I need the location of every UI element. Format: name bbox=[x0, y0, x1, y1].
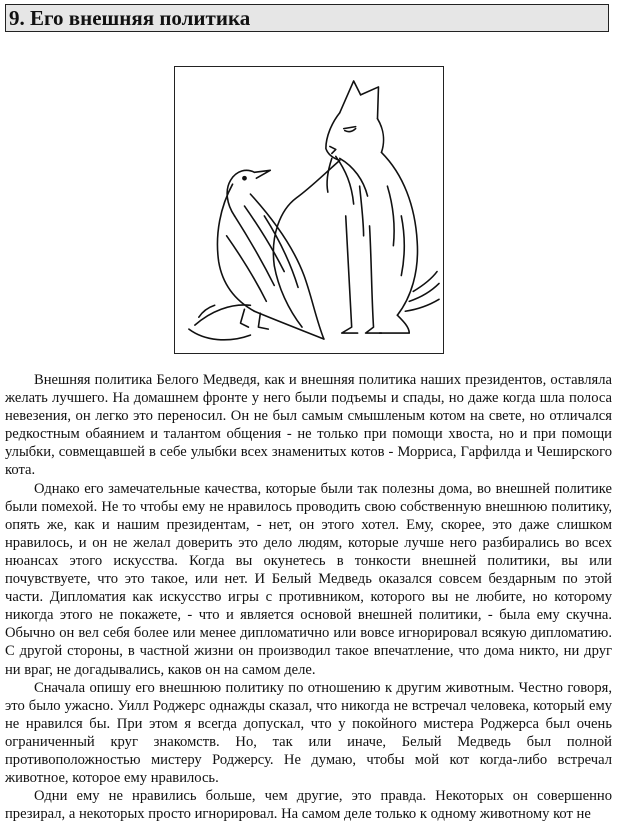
paragraph-3: Сначала опишу его внешнюю политику по отношению к другим животным. Честно говоря, это было ужасно. Уилл Роджерс однажды сказал, что никогда не встречал человека, который ему не нравился бы. При этом я всегда допускал, что у покойного мистера Роджерса был очень ограниченный круг знакомств. Но, так или иначе, Белый Медведь был полной противоположностью мистеру Роджерсу. Не думаю, чтобы мой кот когда-либо встречал животное, которое ему нравилось. bbox=[5, 679, 612, 787]
cat-and-crow-illustration-icon bbox=[175, 67, 443, 353]
paragraph-4: Одни ему не нравились больше, чем другие, это правда. Некоторых он совершенно презирал, а некоторых просто игнорировал. На самом деле только к одному животному кот не bbox=[5, 788, 612, 823]
chapter-text bbox=[5, 371, 612, 823]
paragraph-1: Внешняя политика Белого Медведя, как и внешняя политика наших президентов, оставляла желать лучшего. На домашнем фронте у него были подъемы и спады, но даже когда шла полоса невезения, он легко это переносил. Он не был самым смышленым котом на свете, но отличался редкостным обаянием и талантом общения - не только при помощи хвоста, но и при помощи улыбки, совмещавшей в себе улыбки всех знаменитых котов - Морриса, Гарфилда и Чеширского кота. bbox=[5, 372, 612, 479]
illustration-frame bbox=[174, 66, 444, 354]
chapter-title: 9. Его внешняя политика bbox=[5, 4, 609, 32]
paragraph-2: Однако его замечательные качества, которые были так полезны дома, во внешней политике были помехой. Не то чтобы ему не нравилось проводить свою собственную внешнюю политику, опять же, как и нашим президентам, - нет, он этого хотел. Ему, скорее, это даже слишком нравилось, и он не желал доверить это дело людям, которые лучше него разбирались во всех нюансах этого искусства. Когда вы окунетесь в тонкости внешней политики, вы или почувствуете, что это такое, или нет. И Белый Медведь оказался совсем бездарным по этой части. Дипломатия как искусство игры с противником, которого вы не любите, но которому никогда этого не покажете, - что и является основой внешней политики, - была ему скучна. Обычно он вел себя более или менее дипломатично или вовсе игнорировал всякую дипломатию. С другой стороны, в частной жизни он производил такое впечатление, что дома никто, ни друг ни враг, не догадывались, каков он на самом деле. bbox=[5, 480, 612, 678]
